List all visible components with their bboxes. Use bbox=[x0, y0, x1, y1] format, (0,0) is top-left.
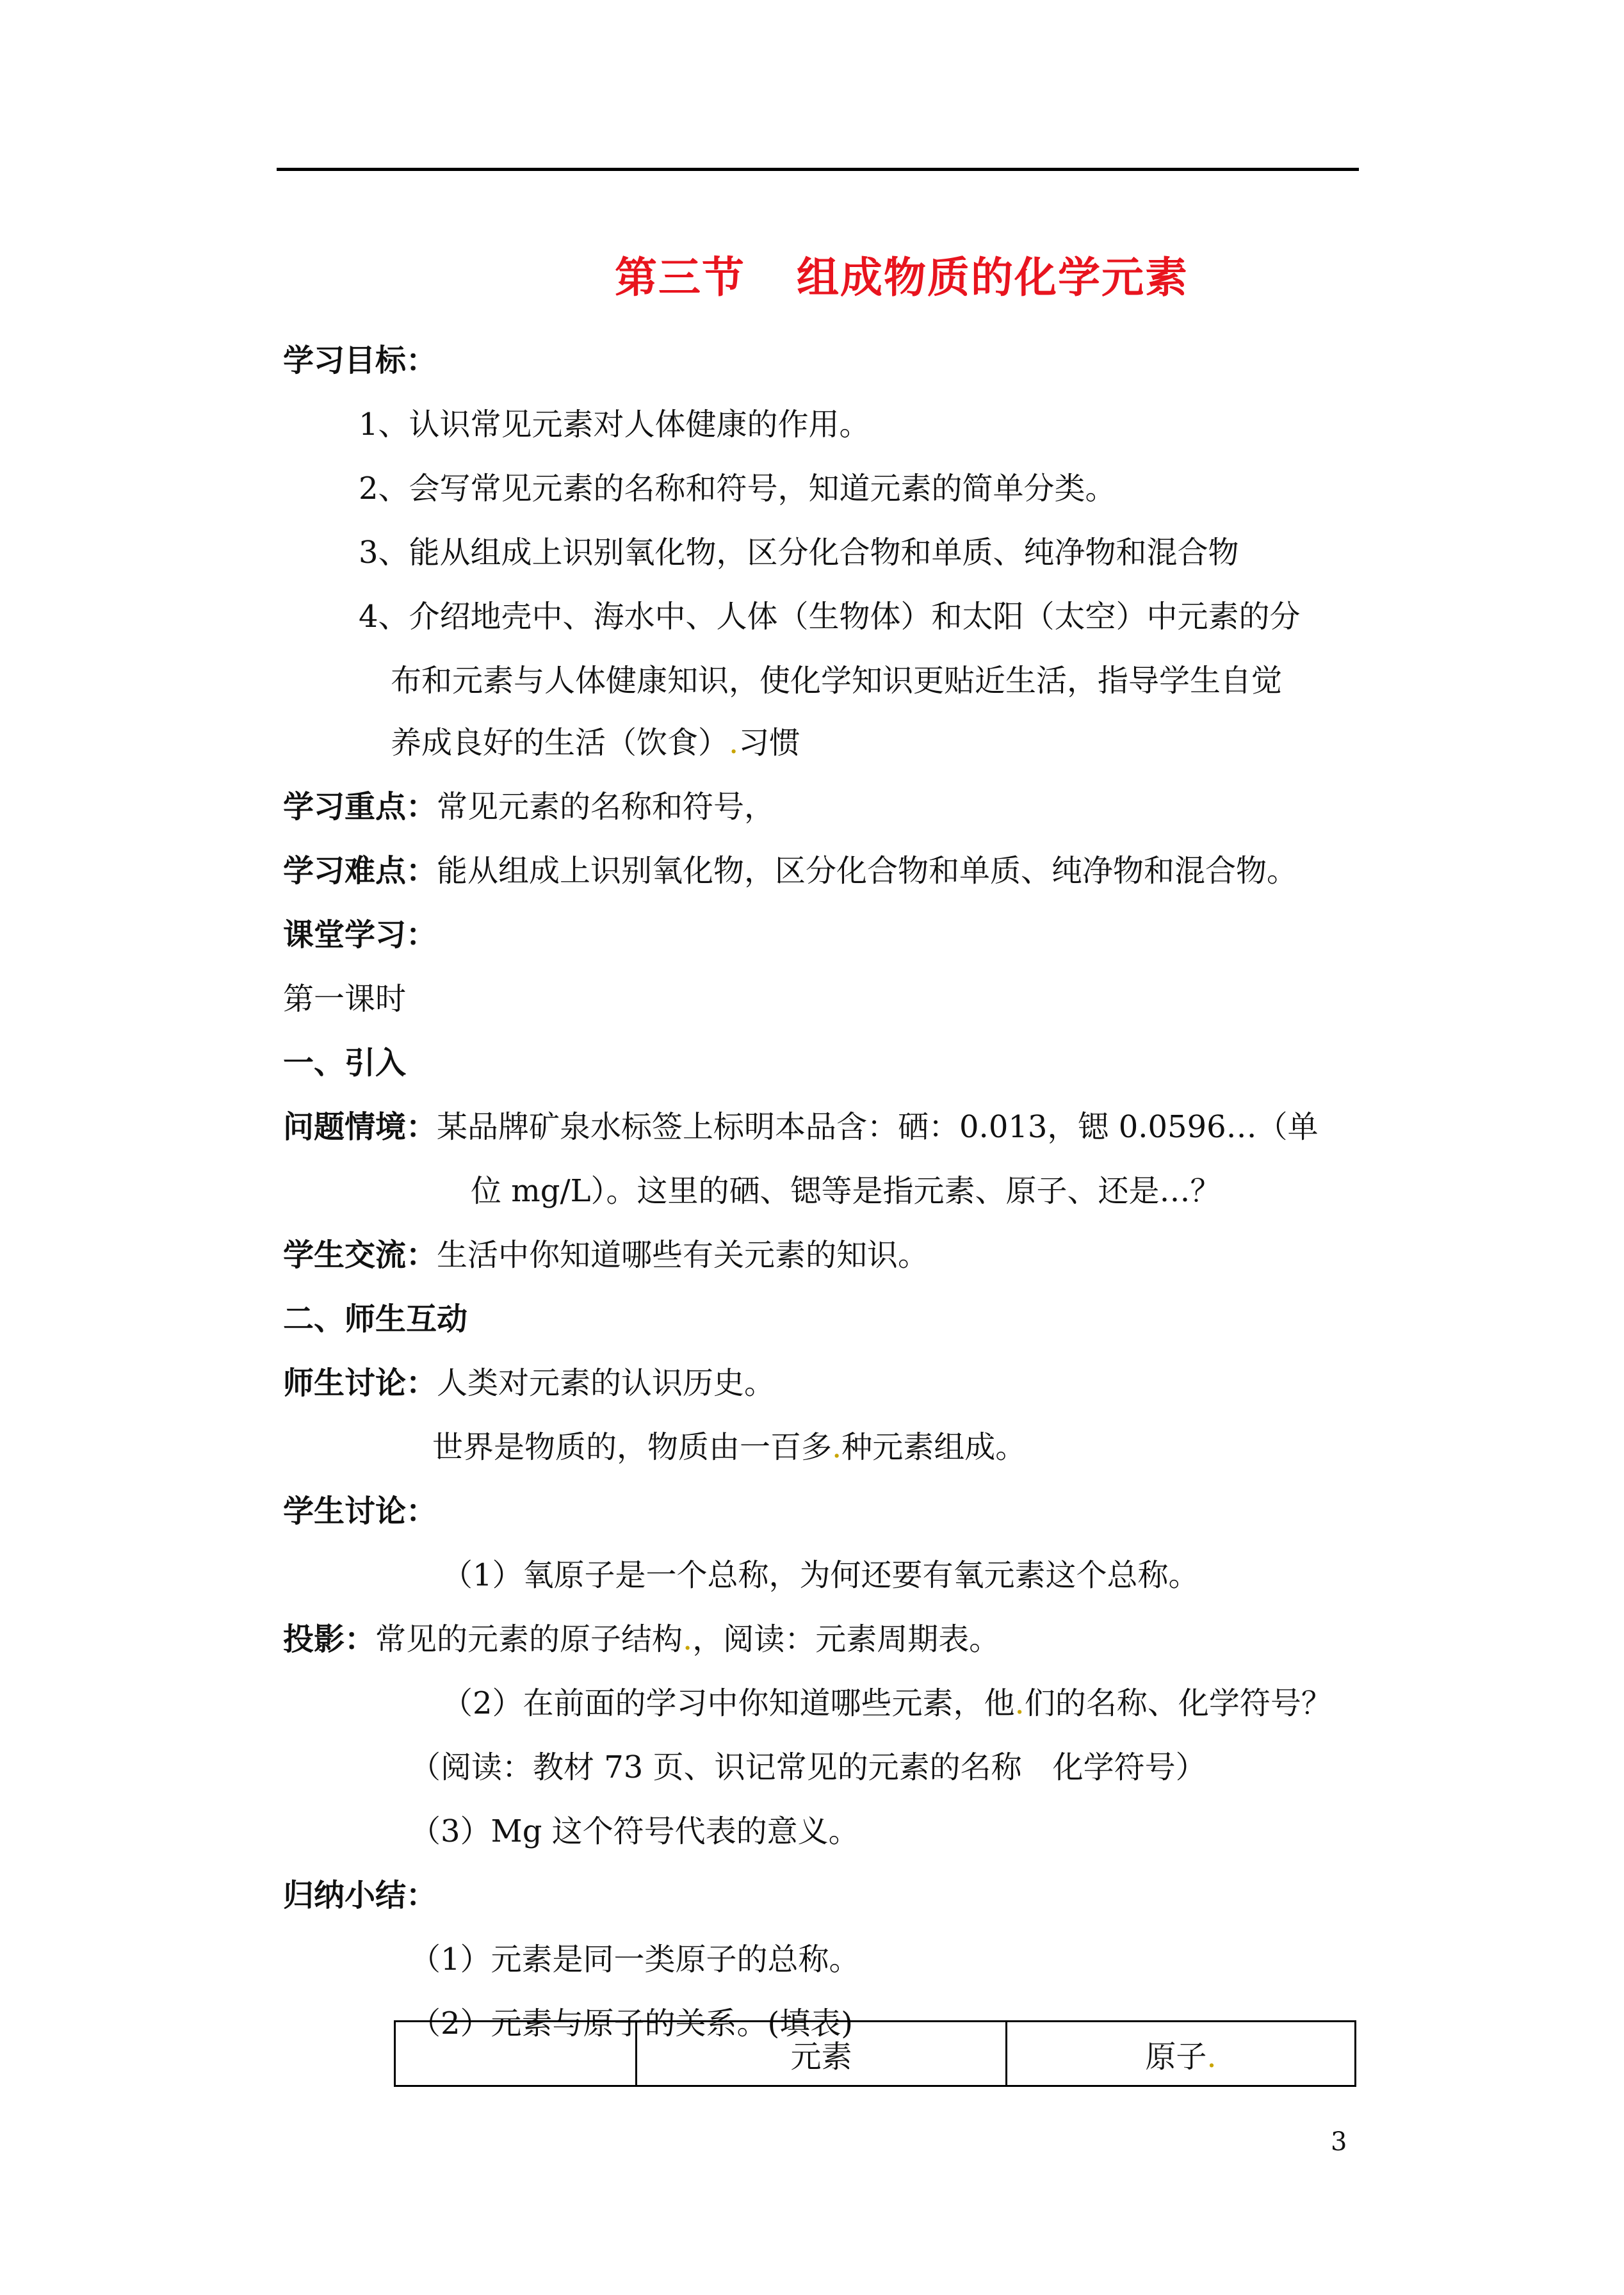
problem-situation-cont: 位 mg/L）。这里的硒、锶等是指元素、原子、还是…？ bbox=[471, 1173, 1221, 1209]
problem-situation: 问题情境：某品牌矿泉水标签上标明本品含：硒：0.013，锶 0.0596…（单 bbox=[283, 1109, 1319, 1145]
summary-2: （2）元素与原子的关系。(填表) bbox=[410, 2006, 853, 2041]
difficulty: 学习难点：能从组成上识别氧化物，区分化合物和单质、纯净物和混合物。 bbox=[283, 853, 1298, 889]
section-name: 组成物质的化学元素 bbox=[797, 253, 1189, 302]
element-atom-table bbox=[394, 2020, 1356, 2087]
objectives-label: 学习目标： bbox=[283, 343, 437, 378]
section-heading-intro: 一、引入 bbox=[283, 1045, 407, 1081]
lesson-label: 第一课时 bbox=[283, 981, 407, 1017]
page-number: 3 bbox=[1331, 2127, 1347, 2157]
classroom-label: 课堂学习： bbox=[283, 917, 437, 953]
table-header-element: 元素 bbox=[637, 2022, 1007, 2086]
objective-item-2: 2、会写常见元素的名称和符号，知道元素的简单分类。 bbox=[359, 471, 1116, 507]
objective-item-4: 4、介绍地壳中、海水中、人体（生物体）和太阳（太空）中元素的分 bbox=[359, 599, 1301, 635]
summary-1: （1）元素是同一类原子的总称。 bbox=[410, 1942, 860, 1977]
projection: 投影：常见的元素的原子结构.，阅读：元素周期表。 bbox=[283, 1621, 1000, 1657]
objective-item-4-cont1: 布和元素与人体健康知识，使化学知识更贴近生活，指导学生自觉 bbox=[391, 663, 1283, 699]
reading-note: （阅读：教材 73 页、识记常见的元素的名称 化学符号） bbox=[410, 1749, 1206, 1785]
header-rule bbox=[277, 168, 1359, 171]
section-title bbox=[0, 243, 1624, 304]
section-number: 第三节 bbox=[615, 253, 745, 302]
question-3: （3）Mg 这个符号代表的意义。 bbox=[410, 1813, 859, 1849]
student-exchange: 学生交流：生活中你知道哪些有关元素的知识。 bbox=[283, 1237, 929, 1273]
objective-item-4-cont2: 养成良好的生活（饮食）.习惯 bbox=[391, 725, 800, 761]
objective-item-3: 3、能从组成上识别氧化物，区分化合物和单质、纯净物和混合物 bbox=[359, 535, 1239, 571]
table-header-blank bbox=[395, 2022, 637, 2086]
table-header-atom: 原子. bbox=[1007, 2022, 1356, 2086]
summary-label: 归纳小结： bbox=[283, 1877, 437, 1913]
objective-item-1: 1、认识常见元素对人体健康的作用。 bbox=[359, 407, 870, 442]
key-point: 学习重点：常见元素的名称和符号， bbox=[283, 789, 775, 825]
student-discussion-label: 学生讨论： bbox=[283, 1493, 437, 1529]
teacher-student-discussion: 师生讨论：人类对元素的认识历史。 bbox=[283, 1365, 775, 1401]
question-2: （2）在前面的学习中你知道哪些元素，他.们的名称、化学符号？ bbox=[442, 1685, 1332, 1721]
discussion-line-2: 世界是物质的，物质由一百多.种元素组成。 bbox=[432, 1429, 1027, 1465]
section-heading-interaction: 二、师生互动 bbox=[283, 1301, 468, 1337]
table-row bbox=[395, 2022, 1356, 2086]
question-1: （1）氧原子是一个总称，为何还要有氧元素这个总称。 bbox=[442, 1557, 1199, 1593]
